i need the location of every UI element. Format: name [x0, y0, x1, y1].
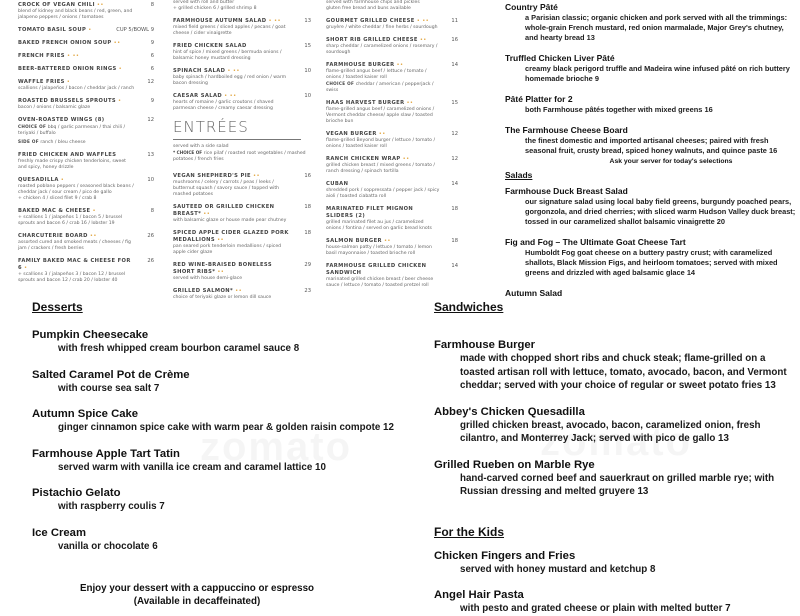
- menu-item-price: 10: [304, 68, 311, 74]
- menu-item: [434, 549, 800, 577]
- menu-item-price: 9: [150, 98, 154, 104]
- menu-item-price: 12: [147, 117, 154, 123]
- menu-item-desc: with course sea salt 7: [58, 382, 160, 394]
- menu-item-name: SHORT RIB GRILLED CHEESE: [326, 37, 418, 43]
- dietary-marker-icon: ••: [113, 40, 121, 46]
- menu-item-name: Country Pâté: [505, 2, 558, 12]
- entrees-intro-text: served with a side salad: [173, 144, 229, 149]
- menu-item-desc: the finest domestic and imported artisanal cheeses; paired with fresh seasonal fruit, crusty bread, spiced honey walnuts, and quince paste 16: [525, 136, 778, 155]
- menu-item-price: 6: [150, 53, 154, 59]
- menu-item-title: [173, 43, 315, 50]
- menu-item-price: 13: [304, 18, 311, 24]
- pates-list: [505, 2, 797, 156]
- menu-item-name: RED WINE-BRAISED BONELESS SHORT RIBS*: [173, 262, 272, 275]
- menu-item-title: [18, 258, 158, 272]
- menu-item-name: FAMILY BAKED MAC & CHEESE FOR 6: [18, 258, 131, 271]
- menu-item-title: [18, 98, 158, 105]
- menu-item: [326, 62, 462, 94]
- dessert-footer-line2: (Available in decaffeinated): [133, 595, 261, 607]
- menu-item: [326, 181, 462, 200]
- menu-item-desc: with raspberry coulis 7: [58, 501, 165, 512]
- menu-item-desc: + scallions 1 / jalapeños 1 / bacon 5 / brussel sprouts and bacon 6 / crab 16 / lobster 19: [18, 215, 123, 226]
- menu-item-name: BAKED FRENCH ONION SOUP: [18, 40, 112, 46]
- menu-item-desc: creamy black perigord truffle and Madeira wine infused pâté on rich buttery homemade brioche 9: [525, 64, 790, 83]
- menu-item: [18, 152, 158, 171]
- menu-item-name: FRIED CHICKEN SALAD: [173, 43, 247, 49]
- sandwiches-heading: Sandwiches: [434, 300, 504, 314]
- menu-item-name: HAAS HARVEST BURGER: [326, 100, 405, 106]
- menu-item: [434, 338, 800, 393]
- menu-item-price: 12: [147, 79, 154, 85]
- menu-item: [32, 486, 402, 514]
- menu-item: [32, 328, 402, 356]
- menu-item-price: 16: [304, 173, 311, 179]
- menu-item-choice: [326, 81, 462, 94]
- menu-item-name: Fig and Fog – The Ultimate Goat Cheese Tart: [505, 237, 686, 247]
- handhelds-intro-text2: gluten free bread and buns available: [326, 6, 411, 11]
- menu-item-desc: pan seared pork tenderloin medallions / spiced apple cider glaze: [173, 244, 282, 255]
- menu-item-desc: roasted poblano peppers / seasoned black beans / cheddar jack / sour cream / pico de gallo: [18, 184, 134, 195]
- menu-item: [434, 588, 800, 616]
- menu-item-name: GRILLED SALMON*: [173, 288, 234, 294]
- menu-item-name: Pâté Platter for 2: [505, 94, 573, 104]
- menu-item: [505, 53, 797, 84]
- handhelds-list: [326, 18, 462, 289]
- menu-item: [173, 93, 315, 112]
- menu-item-price: 8: [150, 2, 154, 8]
- menu-item-title: [18, 233, 158, 240]
- dietary-marker-icon: ••: [253, 173, 260, 179]
- menu-item: [326, 263, 462, 289]
- menu-item-title: [173, 204, 315, 218]
- desserts-heading: Desserts: [32, 300, 83, 314]
- entrees-choice-text: rice pilaf / roasted root vegetables / mashed potatoes / french fries: [173, 151, 306, 162]
- dietary-marker-icon: •: [66, 79, 71, 85]
- menu-item-title: [326, 100, 462, 107]
- menu-item: [18, 177, 158, 202]
- menu-item-desc: marinated grilled chicken breast / beer cheese sauce / lettuce / tomato / toasted pretzel roll: [326, 277, 434, 288]
- menu-item-title: [18, 208, 158, 215]
- menu-item-name: SAUTEED OR GRILLED CHICKEN BREAST*: [173, 204, 275, 217]
- menu-item-desc: bacon / onions / balsamic glaze: [18, 105, 91, 110]
- menu-item-desc: hint of spice / mixed greens / bermuda onions / balsamic honey mustard dressing: [173, 50, 282, 61]
- menu-item-desc: ginger cinnamon spice cake with warm pear & golden raisin compote 12: [58, 422, 394, 433]
- menu-item-name: FARMHOUSE GRILLED CHICKEN SANDWICH: [326, 263, 427, 276]
- entrees-choice-label: * CHOICE OF: [173, 150, 203, 155]
- menu-item-price: 14: [451, 62, 458, 68]
- menu-item-name: OVEN-ROASTED WINGS (8): [18, 117, 105, 123]
- menu-item-price: CUP 5/BOWL 9: [116, 27, 154, 33]
- menu-item-price: 12: [451, 131, 458, 137]
- menu-item-title: [18, 40, 158, 47]
- menu-item-desc: mushrooms / celery / carrots / peas / leeks / butternut squash / savory sauce / topped with mashed potatoes: [173, 180, 280, 197]
- dietary-marker-icon: • ••: [268, 18, 281, 24]
- menu-item: [505, 237, 797, 278]
- menu-item-desc: grilled chicken breast, avocado, bacon, caramelized onion, fresh cilantro, and Monterrey Jack; served with pico de gallo 13: [460, 419, 761, 444]
- menu-item-title: [18, 66, 158, 73]
- choice-label: CHOICE OF: [326, 81, 355, 86]
- dietary-marker-icon: • ••: [416, 18, 430, 24]
- menu-item-price: 23: [304, 288, 311, 294]
- menu-item: [326, 206, 462, 232]
- menu-item-title: [326, 18, 462, 25]
- menu-item: [18, 98, 158, 111]
- dietary-marker-icon: ••: [419, 37, 427, 43]
- menu-item-title: [326, 156, 462, 163]
- menu-item-desc: flame-grilled Beyond burger / lettuce / tomato / onions / toasted kaiser roll: [326, 138, 435, 149]
- menu-item-desc: both Farmhouse pâtés together with mixed greens 16: [525, 105, 713, 114]
- menu-item-title: [173, 288, 315, 295]
- dietary-marker-icon: •: [92, 208, 96, 214]
- menu-item-price: 13: [147, 152, 154, 158]
- menu-item: [18, 2, 158, 21]
- menu-item-name: ROASTED BRUSSELS SPROUTS: [18, 98, 117, 104]
- menu-item-price: 8: [150, 208, 154, 214]
- side-label: SIDE OF: [18, 139, 39, 144]
- menu-item: [18, 117, 158, 146]
- menu-item-title: [18, 79, 158, 86]
- choice-options: cheddar / american / pepperjack / swiss: [326, 82, 434, 93]
- dessert-footer-line1: Enjoy your dessert with a cappuccino or espresso: [79, 583, 315, 594]
- menu-item: [173, 43, 315, 62]
- menu-item-name: Ice Cream: [32, 526, 87, 539]
- menu-item-title: [18, 53, 158, 60]
- menu-item: [173, 262, 315, 282]
- menu-item: [434, 458, 800, 499]
- menu-item-title: [173, 262, 315, 276]
- menu-item-desc: blend of kidney and black beans / red, green, and jalapeno peppers / onions / tomatoes: [18, 9, 133, 20]
- menu-item-title: [18, 152, 158, 159]
- menu-item: [32, 447, 402, 475]
- dietary-marker-icon: ••: [383, 238, 391, 244]
- dietary-marker-icon: ••: [378, 131, 386, 137]
- menu-item: [326, 156, 462, 175]
- handhelds-intro: [326, 0, 462, 12]
- starters-panel: [18, 2, 158, 290]
- menu-item: [326, 18, 462, 31]
- menu-item-name: CROCK OF VEGAN CHILI: [18, 2, 95, 8]
- menu-item-desc: sharp cheddar / caramelized onions / rosemary / sourdough: [326, 44, 438, 55]
- menu-item-title: [18, 177, 158, 184]
- menu-item-name: Grilled Rueben on Marble Rye: [434, 458, 595, 471]
- menu-item-desc: Humboldt Fog goat cheese on a buttery pastry crust; with caramelized shallots, Black Mission Figs, and heirloom tomatoes; served with mixed greens and drizzled with aged balsamic glace 14: [525, 248, 778, 277]
- menu-item-price: 18: [451, 206, 458, 212]
- starters-list: [18, 2, 158, 284]
- menu-item-title: [326, 238, 462, 245]
- cheese-board-note: Ask your server for today's selections: [609, 158, 733, 165]
- menu-item-name: Truffled Chicken Liver Pâté: [505, 53, 615, 63]
- menu-item-title: [173, 93, 315, 100]
- pates-panel: [505, 2, 797, 296]
- menu-item: [505, 125, 797, 156]
- kids-heading: For the Kids: [434, 524, 505, 539]
- handhelds-panel: [326, 0, 462, 290]
- menu-item-desc: served with honey mustard and ketchup 8: [460, 563, 656, 575]
- menu-item-desc: hand-carved corned beef and sauerkraut on grilled marble rye; with Russian dressing and melted gruyere 13: [460, 472, 775, 497]
- sandwiches-panel: [434, 300, 800, 614]
- menu-item-name: FRENCH FRIES: [18, 53, 65, 59]
- dietary-marker-icon: ••: [217, 237, 224, 243]
- menu-item: [434, 405, 800, 446]
- side-options: ranch / bleu cheese: [40, 140, 86, 145]
- salads-intro: [173, 0, 315, 12]
- menu-item-desc: with fresh whipped cream bourbon caramel sauce 8: [58, 343, 300, 354]
- dietary-marker-icon: •: [118, 66, 123, 72]
- menu-item-title: [173, 230, 315, 244]
- dietary-marker-icon: •: [24, 265, 28, 271]
- dietary-marker-icon: • ••: [66, 53, 80, 59]
- choice-options: bbq / garlic parmesan / thai chili / teriyaki / buffalo: [18, 125, 126, 136]
- menu-item: [18, 66, 158, 73]
- menu-item-name: Farmhouse Burger: [434, 339, 536, 351]
- menu-item: [173, 173, 315, 198]
- menu-item-name: GOURMET GRILLED CHEESE: [326, 18, 415, 24]
- menu-item-desc: gruyère / white cheddar / fine herbs / sourdough: [326, 25, 438, 30]
- desserts-list: [32, 328, 402, 553]
- menu-item: [505, 2, 797, 43]
- menu-item-name: Autumn Spice Cake: [32, 408, 139, 420]
- menu-item-name: Autumn Salad: [505, 288, 563, 298]
- menu-item: [18, 79, 158, 92]
- salads-entrees-panel: [173, 0, 315, 300]
- menu-item-side: [18, 139, 158, 146]
- salads-intro-extra: + grilled chicken 6 / grilled shrimp 8: [173, 6, 257, 11]
- menu-item-price: 29: [304, 262, 311, 268]
- menu-item-name: Pistachio Gelato: [32, 487, 121, 499]
- menu-item-name: QUESADILLA: [18, 177, 59, 183]
- menu-item-name: Farmhouse Apple Tart Tatin: [32, 447, 180, 460]
- menu-item-desc: flame-grilled angus beef / lettuce / tomato / onions / toasted kaiser roll: [326, 69, 427, 80]
- menu-item: [326, 238, 462, 257]
- menu-item-desc: vanilla or chocolate 6: [58, 540, 158, 552]
- dietary-marker-icon: •: [118, 98, 122, 104]
- menu-item: [326, 131, 462, 150]
- menu-item-desc: choice of teriyaki glaze or lemon dill sauce: [173, 295, 272, 300]
- menu-item-title: [326, 263, 462, 277]
- dietary-marker-icon: ••: [96, 2, 104, 8]
- menu-item-name: Chicken Fingers and Fries: [434, 549, 576, 562]
- menu-item-name: Angel Hair Pasta: [434, 589, 524, 601]
- menu-item-name: VEGAN BURGER: [326, 131, 377, 137]
- dietary-marker-icon: ••: [235, 288, 243, 294]
- menu-item-name: Salted Caramel Pot de Crème: [32, 368, 190, 381]
- salads-list: [173, 18, 315, 112]
- dietary-marker-icon: •: [88, 27, 92, 33]
- menu-item: [173, 204, 315, 224]
- menu-item-name: TOMATO BASIL SOUP: [18, 27, 87, 33]
- salads-intro-text: served with roll and butter: [173, 0, 235, 5]
- menu-item-desc: grilled marinated filet au jus / caramelized onions / fontina / served on garlic bread knots: [326, 220, 432, 231]
- menu-item-name: CHARCUTERIE BOARD: [18, 233, 88, 239]
- menu-item-name: CAESAR SALAD: [173, 93, 223, 99]
- menu-item-name: Abbey's Chicken Quesadilla: [434, 405, 585, 418]
- menu-item-title: [326, 181, 462, 188]
- dietary-marker-icon: ••: [406, 100, 414, 106]
- menu-item-title: [173, 173, 315, 180]
- menu-item-desc: with pesto and grated cheese or plain with melted butter 7: [460, 603, 731, 614]
- menu-item: [32, 368, 402, 396]
- menu-item-price: 9: [150, 40, 154, 46]
- menu-item-desc: shredded pork / soppressata / pepper jack / spicy aioli / toasted ciabatta roll: [326, 188, 440, 199]
- menu-item-name: WAFFLE FRIES: [18, 79, 65, 85]
- dietary-marker-icon: ••: [89, 233, 97, 239]
- menu-item-desc: baby spinach / hardboiled egg / red onion / warm bacon dressing: [173, 75, 287, 86]
- menu-item-price: 11: [451, 18, 458, 24]
- menu-item-desc: freshly made crispy chicken tenderloins, sweet and spicy, honey drizzle: [18, 159, 126, 170]
- menu-item-price: 26: [147, 258, 154, 264]
- dietary-marker-icon: ••: [402, 156, 410, 162]
- menu-item-title: [326, 131, 462, 138]
- menu-item-desc: with balsamic glaze or house made pear chutney: [173, 218, 287, 223]
- menu-item-price: 15: [451, 100, 458, 106]
- desserts-panel: [32, 300, 402, 607]
- menu-item-price: 18: [304, 204, 311, 210]
- menu-item-desc: a Parisian classic; organic chicken and pork served with all the trimmings: whole-grain French mustard, red onion marmalade, Major Grey's chutney, and hearty bread 13: [525, 13, 788, 42]
- menu-item-name: SPICED APPLE CIDER GLAZED PORK MEDALLIONS: [173, 230, 289, 243]
- menu-item: [173, 230, 315, 256]
- dietary-marker-icon: • ••: [224, 93, 237, 99]
- dietary-marker-icon: ••: [396, 62, 404, 68]
- menu-item: [18, 27, 158, 34]
- menu-item: [505, 94, 797, 115]
- menu-item-name: Pumpkin Cheesecake: [32, 329, 149, 341]
- menu-item-name: VEGAN SHEPHERD'S PIE: [173, 173, 251, 179]
- menu-item-desc: flame-grilled angus beef / caramelized onions / Vermont cheddar cheese/ apple slaw / toasted brioche bun: [326, 107, 435, 124]
- menu-item: [326, 37, 462, 56]
- menu-item-name: Farmhouse Duck Breast Salad: [505, 186, 628, 196]
- menu-item: [32, 526, 402, 554]
- menu-item-desc: scallions / jalapeños / bacon / cheddar jack / ranch: [18, 86, 135, 91]
- menu-item-desc: assorted cured and smoked meats / cheeses / fig jam / crackers / fresh berries: [18, 240, 131, 251]
- menu-item-desc: grilled chicken breast / mixed greens / tomato / ranch dressing / spinach tortilla: [326, 163, 435, 174]
- menu-item-title: [326, 37, 462, 44]
- entrees-heading: ENTRÉES: [173, 118, 249, 136]
- menu-item-desc: served with house demi-glace: [173, 276, 243, 281]
- menu-item: [18, 208, 158, 227]
- entrees-intro: [173, 144, 315, 163]
- menu-item-price: 6: [150, 66, 154, 72]
- menu-item-name: RANCH CHICKEN WRAP: [326, 156, 401, 162]
- salads-heading: Salads: [505, 170, 533, 180]
- menu-item-desc: hearts of romaine / garlic croutons / shaved parmesan cheese / creamy caesar dressing: [173, 100, 274, 111]
- menu-item-price: 14: [451, 181, 458, 187]
- menu-item-price: 10: [304, 93, 311, 99]
- handhelds-intro-text: served with farmhouse chips and pickles: [326, 0, 420, 5]
- sandwiches-list: [434, 338, 800, 499]
- menu-item-desc: mixed field greens / sliced apples / pecans / goat cheese / cider vinaigrette: [173, 25, 286, 36]
- menu-item-price: 10: [147, 177, 154, 183]
- dietary-marker-icon: •: [60, 177, 65, 183]
- menu-item: [32, 407, 402, 435]
- menu-item-desc: + scallions 3 / jalapeños 3 / bacon 12 / brussel sprouts and bacon 12 / crab 20 / lobster 40: [18, 272, 126, 283]
- menu-item-name: MARINATED FILET MIGNON SLIDERS (2): [326, 206, 414, 219]
- menu-item-price: 16: [451, 37, 458, 43]
- entrees-choice: [173, 150, 315, 163]
- menu-item-desc: house-salmon patty / lettuce / tomato / lemon basil mayonnaise / toasted brioche roll: [326, 245, 432, 256]
- menu-item-desc: our signature salad using local baby field greens, burgundy poached pears, gorgonzola, and dried cherries; with sliced warm Hudson Valley duck breast; tossed in our caramelized shallot balsamic vinaigrette 20: [525, 197, 796, 226]
- menu-item-price: 18: [451, 238, 458, 244]
- menu-item-name: FARMHOUSE BURGER: [326, 62, 395, 68]
- menu-item-desc: served warm with vanilla ice cream and caramel lattice 10: [58, 461, 326, 473]
- menu-item: [173, 18, 315, 37]
- menu-item-price: 14: [451, 263, 458, 269]
- menu-item-name: BAKED MAC & CHEESE: [18, 208, 91, 214]
- menu-item: [505, 186, 797, 227]
- menu-item-price: 18: [304, 230, 311, 236]
- menu-item-choice: [18, 124, 158, 137]
- menu-item-name: The Farmhouse Cheese Board: [505, 125, 628, 135]
- entrees-divider: [173, 139, 301, 140]
- menu-item-name: BEER-BATTERED ONION RINGS: [18, 66, 117, 72]
- menu-item-name: CUBAN: [326, 181, 349, 187]
- menu-item-title: [18, 2, 158, 9]
- menu-item-name: FRIED CHICKEN AND WAFFLES: [18, 152, 117, 158]
- dietary-marker-icon: ••: [217, 269, 225, 275]
- menu-item-name: FARMHOUSE AUTUMN SALAD: [173, 18, 267, 24]
- menu-item-name: SPINACH SALAD: [173, 68, 226, 74]
- menu-item: [326, 100, 462, 125]
- menu-item-desc: made with chopped short ribs and chuck steak; flame-grilled on a toasted artisan roll with lettuce, tomato, avocado, bacon, and Vermont cheddar; served with your choice of regular or sweet potato fries 13: [460, 353, 787, 391]
- menu-item: [18, 53, 158, 60]
- menu-item: [18, 258, 158, 284]
- menu-item: [173, 68, 315, 87]
- menu-item-title: [173, 68, 315, 75]
- menu-item-title: [18, 117, 158, 124]
- menu-item-addons: + chicken 4 / sliced filet 9 / crab 8: [18, 196, 97, 201]
- menu-item-name: SALMON BURGER: [326, 238, 382, 244]
- menu-item-title: [173, 18, 315, 25]
- menu-item: [18, 40, 158, 47]
- menu-item-price: 15: [304, 43, 311, 49]
- menu-item-title: [326, 62, 462, 69]
- choice-label: CHOICE OF: [18, 124, 47, 129]
- menu-item-title: [326, 206, 462, 220]
- kids-list: [434, 549, 800, 616]
- menu-item-price: 12: [451, 156, 458, 162]
- dietary-marker-icon: ••: [203, 211, 211, 217]
- menu-item: [18, 233, 158, 252]
- menu-item-price: 26: [147, 233, 154, 239]
- dietary-marker-icon: • ••: [227, 68, 240, 74]
